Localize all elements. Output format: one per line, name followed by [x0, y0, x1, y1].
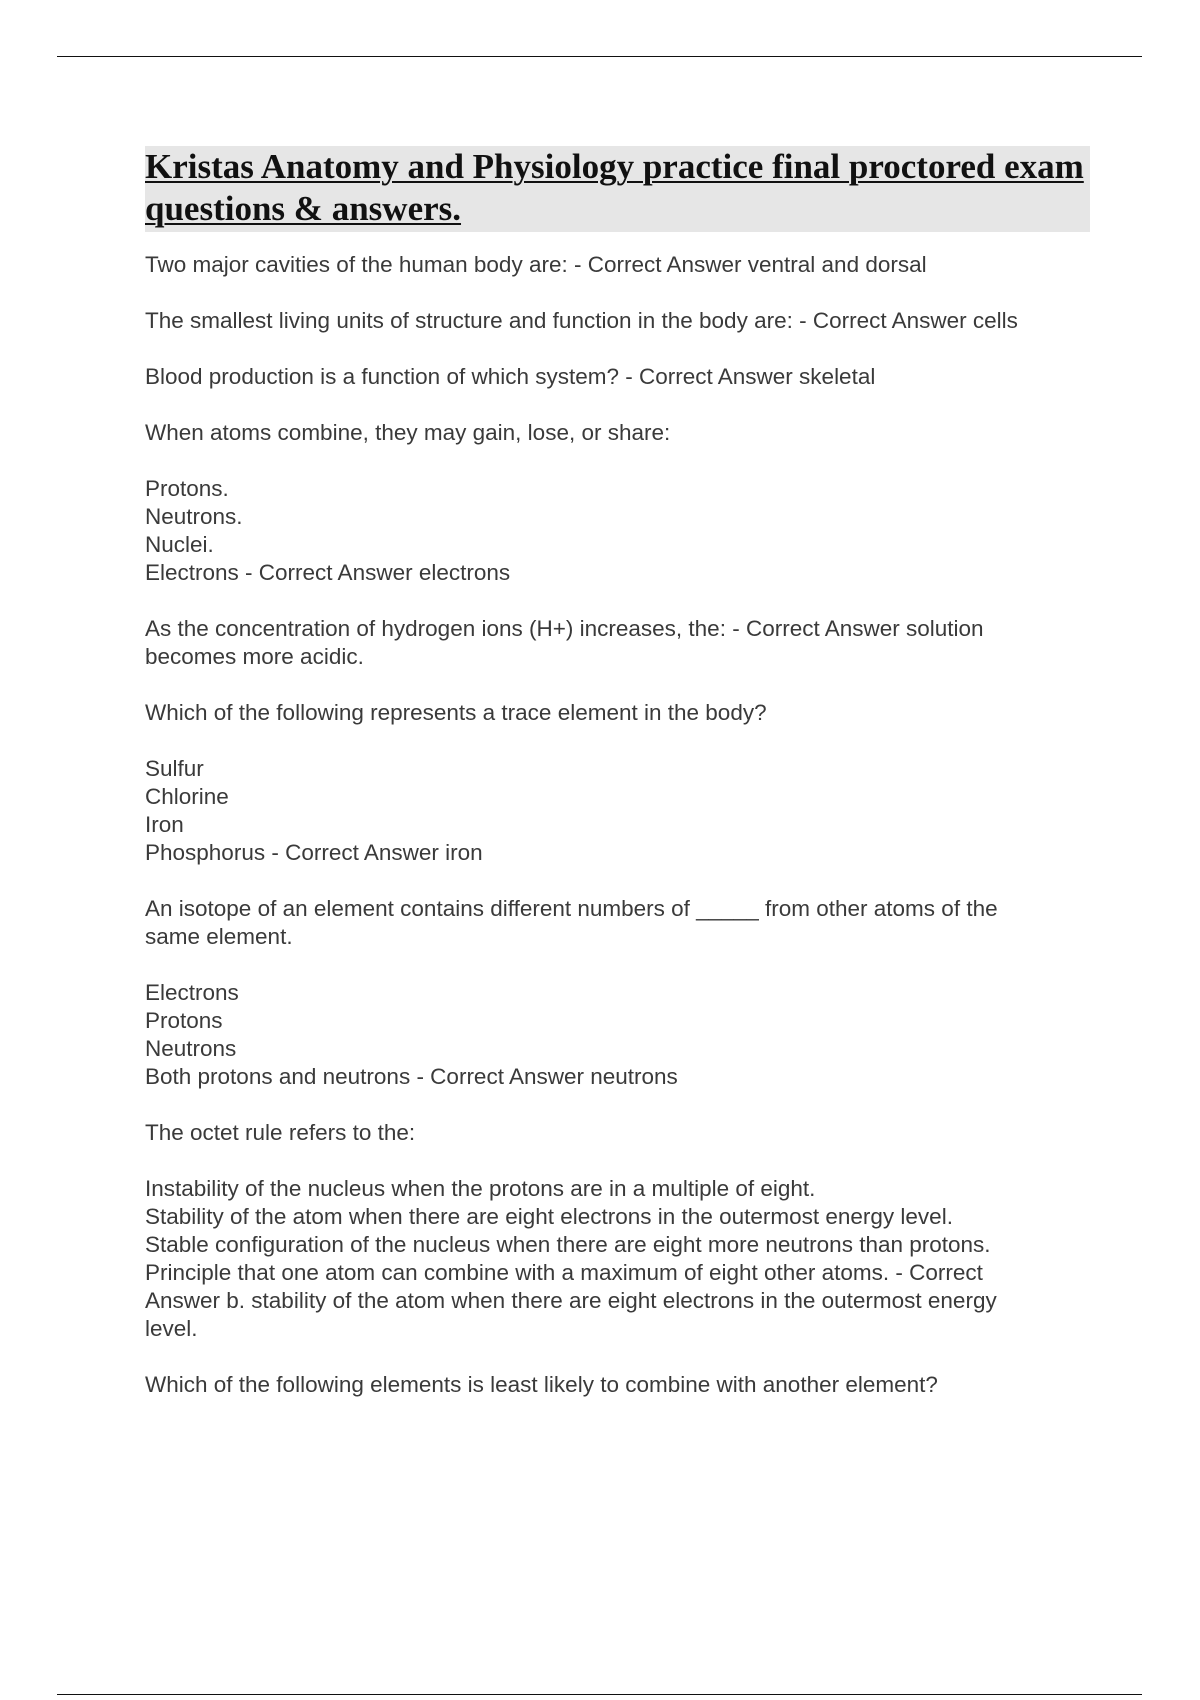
qa-paragraph [145, 251, 1090, 279]
text-line: The smallest living units of structure and function in the body are: - Correct Answer cells [145, 308, 1018, 333]
text-line: Sulfur [145, 756, 204, 781]
qa-paragraph [145, 755, 1090, 867]
text-line: Two major cavities of the human body are: - Correct Answer ventral and dorsal [145, 252, 927, 277]
text-line: Electrons [145, 980, 239, 1005]
text-line: Phosphorus - Correct Answer iron [145, 840, 483, 865]
qa-paragraph [145, 307, 1090, 335]
text-line: Blood production is a function of which system? - Correct Answer skeletal [145, 364, 876, 389]
qa-paragraph [145, 699, 1090, 727]
qa-paragraph [145, 1175, 1090, 1343]
qa-paragraph [145, 475, 1090, 587]
qa-paragraph [145, 1371, 1090, 1399]
text-line: becomes more acidic. [145, 644, 364, 669]
text-line: Which of the following represents a trace element in the body? [145, 700, 767, 725]
title-block [145, 146, 1090, 232]
text-line: Neutrons. [145, 504, 243, 529]
text-line: Nuclei. [145, 532, 214, 557]
text-line: Protons. [145, 476, 229, 501]
text-line: An isotope of an element contains different numbers of _____ from other atoms of the [145, 896, 998, 921]
bottom-rule [57, 1694, 1142, 1695]
qa-paragraph [145, 895, 1090, 951]
text-line: same element. [145, 924, 293, 949]
qa-paragraph [145, 1119, 1090, 1147]
text-line: Answer b. stability of the atom when there are eight electrons in the outermost energy [145, 1288, 997, 1313]
qa-list [145, 251, 1090, 1399]
text-line: Iron [145, 812, 184, 837]
text-line: The octet rule refers to the: [145, 1120, 416, 1145]
text-line: Neutrons [145, 1036, 237, 1061]
text-line: Chlorine [145, 784, 229, 809]
text-line: Principle that one atom can combine with a maximum of eight other atoms. - Correct [145, 1260, 983, 1285]
qa-paragraph [145, 363, 1090, 391]
text-line: Both protons and neutrons - Correct Answer neutrons [145, 1064, 678, 1089]
text-line: Stability of the atom when there are eight electrons in the outermost energy level. [145, 1204, 953, 1229]
text-line: Which of the following elements is least likely to combine with another element? [145, 1372, 938, 1397]
text-line: Stable configuration of the nucleus when there are eight more neutrons than protons. [145, 1232, 991, 1257]
text-line: level. [145, 1316, 198, 1341]
top-rule [57, 56, 1142, 57]
text-line: As the concentration of hydrogen ions (H+) increases, the: - Correct Answer solution [145, 616, 984, 641]
qa-paragraph [145, 419, 1090, 447]
document-body [145, 146, 1090, 1427]
text-line: Protons [145, 1008, 223, 1033]
qa-paragraph [145, 615, 1090, 671]
text-line: When atoms combine, they may gain, lose, or share: [145, 420, 671, 445]
text-line: Instability of the nucleus when the protons are in a multiple of eight. [145, 1176, 816, 1201]
text-line: Electrons - Correct Answer electrons [145, 560, 511, 585]
document-title: Kristas Anatomy and Physiology practice final proctored exam questions & answers. [145, 147, 1084, 228]
qa-paragraph [145, 979, 1090, 1091]
